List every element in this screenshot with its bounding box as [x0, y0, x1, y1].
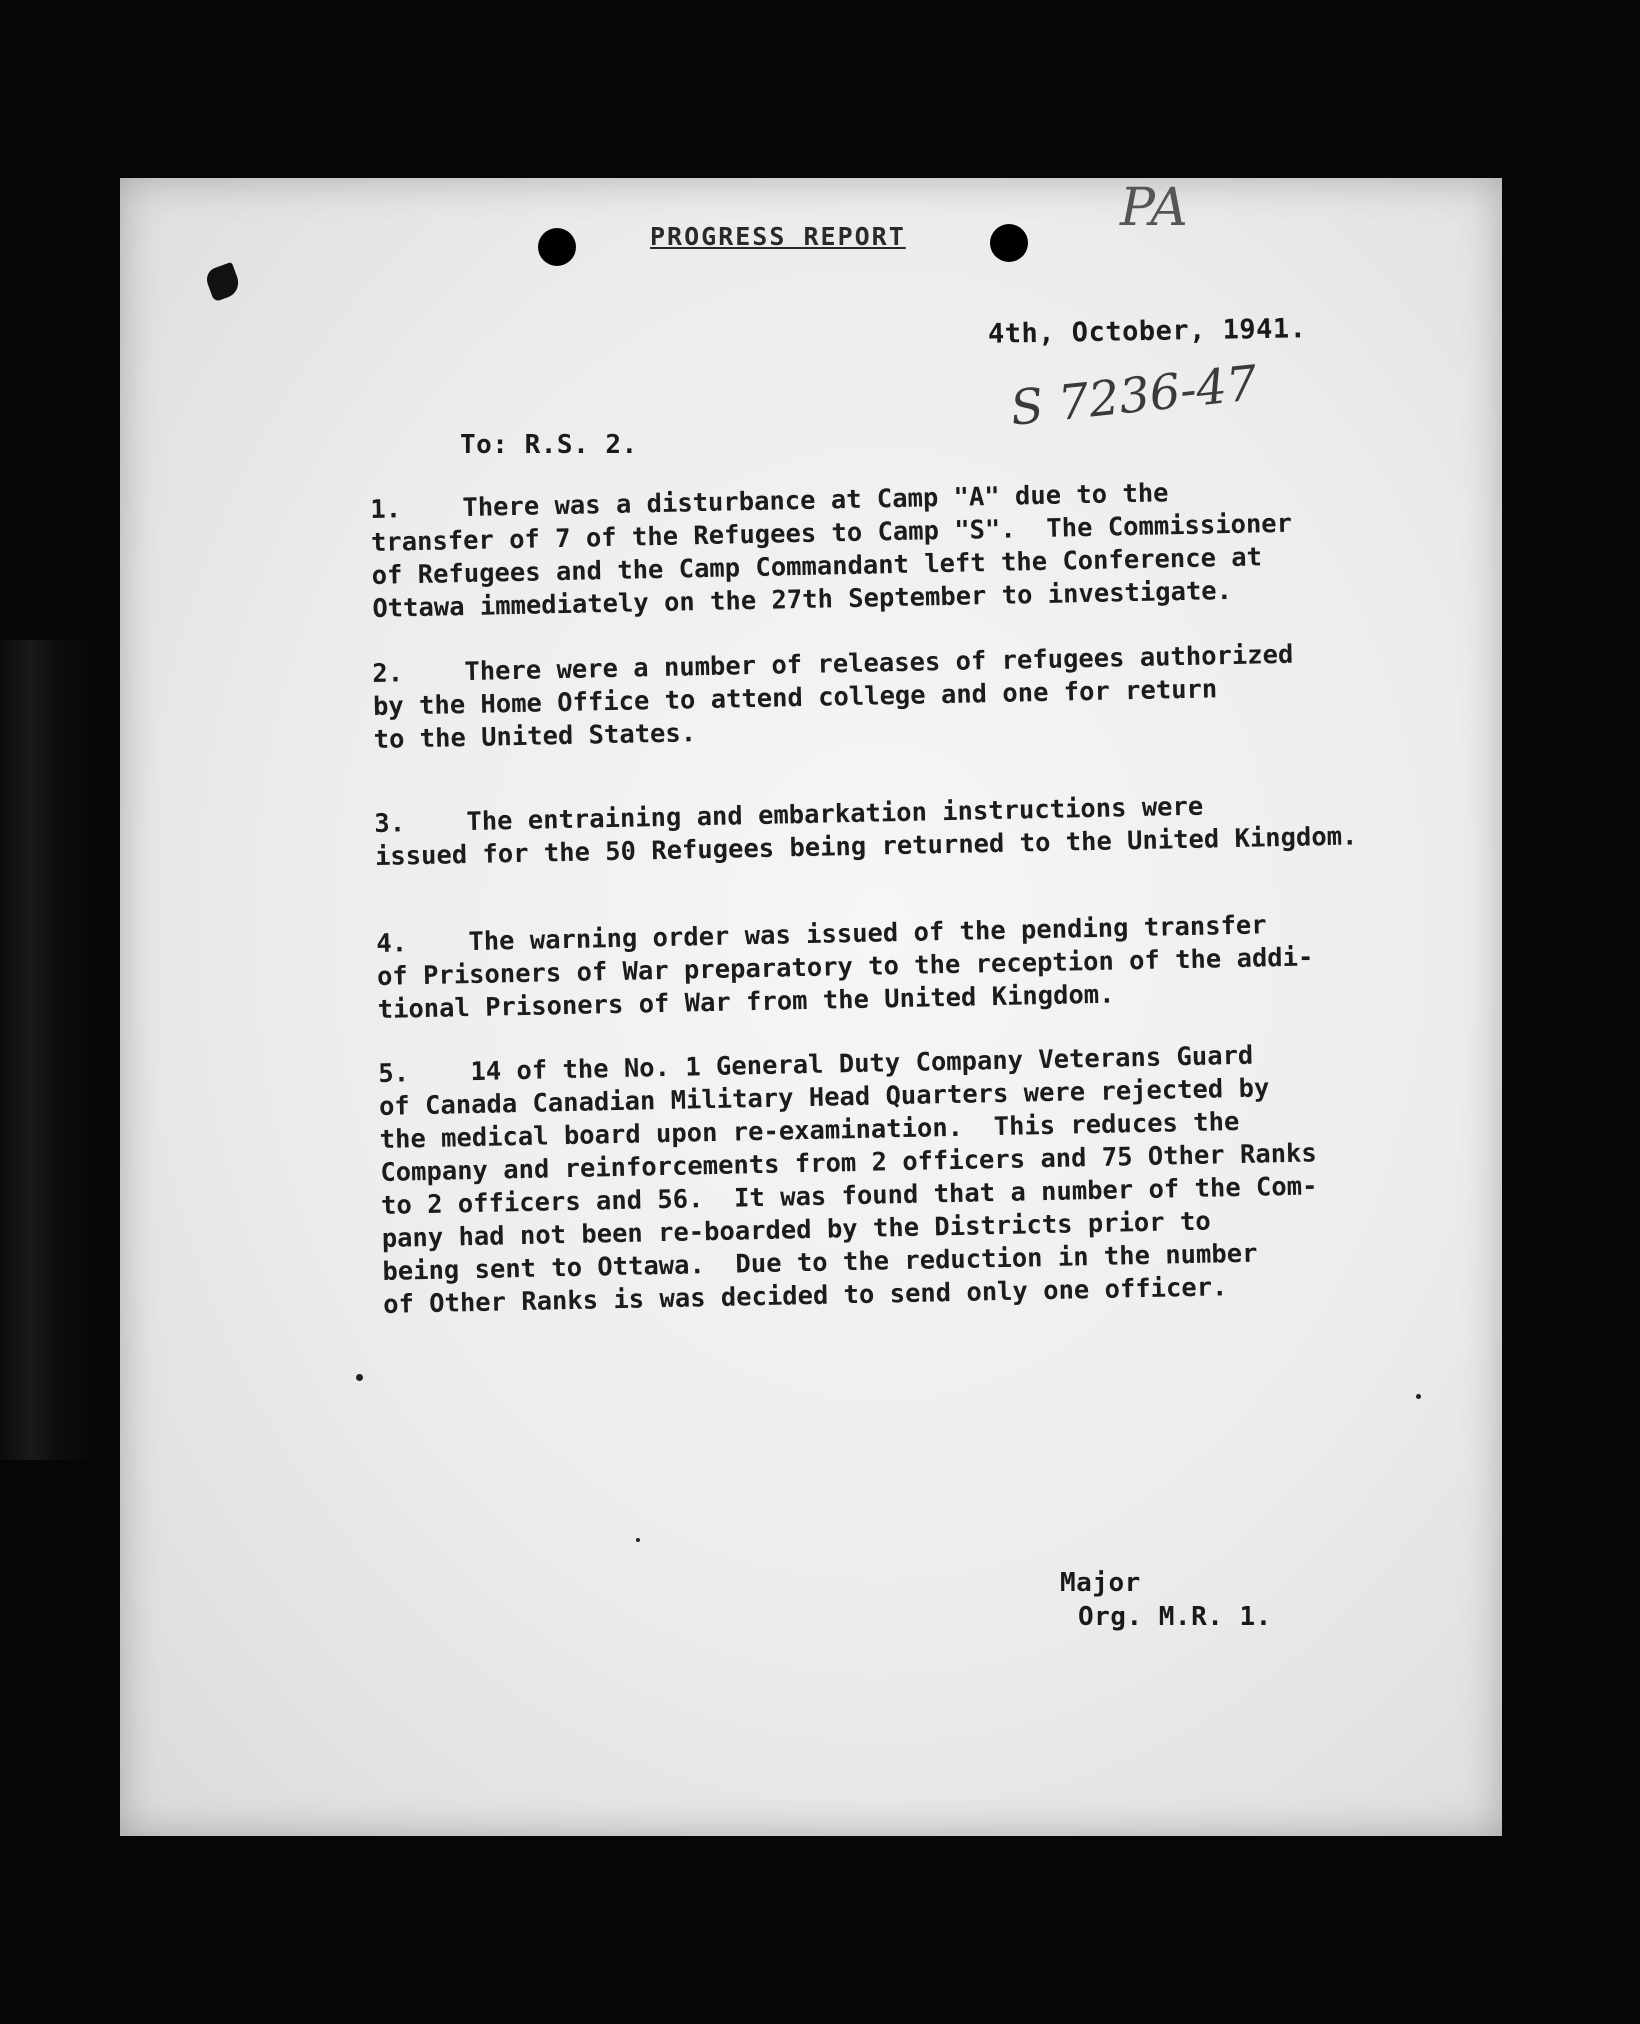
paragraph-2: 2. There were a number of releases of refugees authorized by the Home Office to attend college and one for return to the United States. — [372, 639, 1294, 755]
punch-hole-right — [990, 224, 1028, 262]
signature-office: Org. M.R. 1. — [1078, 1602, 1272, 1632]
film-edge — [0, 640, 90, 1460]
stray-mark — [356, 1374, 363, 1381]
punch-hole-left — [538, 228, 576, 266]
stray-mark — [1416, 1394, 1421, 1399]
paragraph-1: 1. There was a disturbance at Camp "A" due to the transfer of 7 of the Refugees to Camp "S". The Commissioner of Refugees and the Camp Commandant left the Conference at Ottawa immediately on the 27th September to investigate. — [370, 478, 1293, 624]
clip-mark — [203, 262, 242, 302]
paragraph-4: 4. The warning order was issued of the pending transfer of Prisoners of War preparatory to the reception of the addi- tional Prisoners of War from the United Kingdom. — [376, 910, 1314, 1025]
stray-mark — [636, 1538, 640, 1542]
paragraph-5: 5. 14 of the No. 1 General Duty Company Veterans Guard of Canada Canadian Military Head Quarters were rejected by the medical board upon re-examination. This reduces the Company and reinforcements from 2 officers and 75 Other Ranks to 2 officers and 56. It was found that a number of the Com- pany had not been re-boarded by the Districts prior to being sent to Ottawa. Due to the reduction in the number of Other Ranks is was decided to send only one officer. — [378, 1040, 1318, 1320]
document-date: 4th, October, 1941. — [987, 313, 1307, 350]
paper-sheet — [120, 178, 1502, 1836]
addressee: To: R.S. 2. — [460, 430, 638, 460]
signature-rank: Major — [1060, 1568, 1141, 1598]
page-title: PROGRESS REPORT — [650, 222, 906, 251]
handwritten-initials: PA — [1120, 178, 1188, 238]
handwritten-reference: S 7236-47 — [1007, 355, 1260, 437]
paragraph-3: 3. The entraining and embarkation instructions were issued for the 50 Refugees being returned to the United Kingdom. — [374, 791, 1358, 872]
